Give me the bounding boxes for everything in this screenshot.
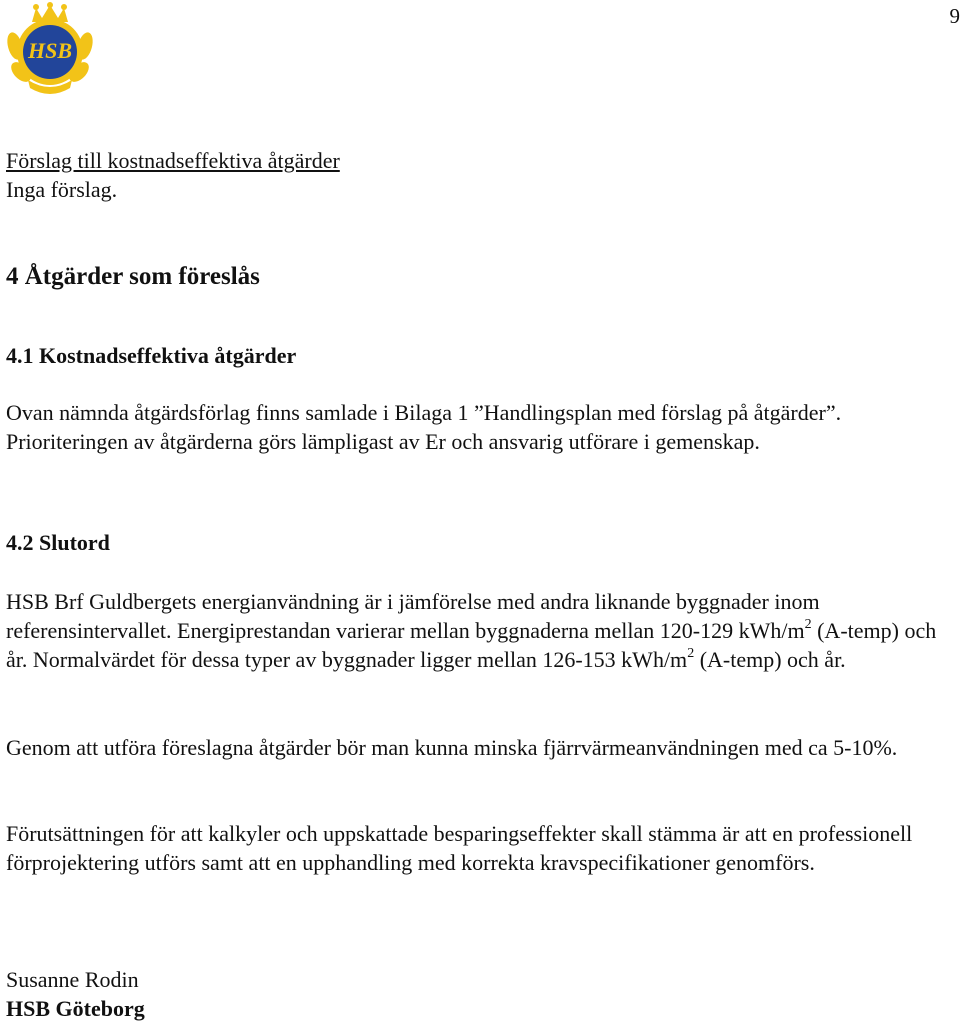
hsb-logo-icon	[4, 2, 96, 96]
section-4-2-heading: 4.2 Slutord	[6, 530, 110, 555]
intro-heading: Förslag till kostnadseffektiva åtgärder	[6, 148, 340, 173]
signature-name: Susanne Rodin	[6, 967, 139, 992]
section-4-2-paragraph-3: Förutsättningen för att kalkyler och uppskattade besparingseffekter skall stämma är att en professionell förprojektering utförs samt att en upphandling med korrekta kravspecifikationer genomförs.	[6, 821, 913, 875]
intro-text: Inga förslag.	[6, 177, 118, 202]
logo-text: HSB	[27, 38, 73, 63]
paragraph-1-part-a: HSB Brf Guldbergets energianvändning är i jämförelse med andra liknande byggnader inom referensintervallet. Energiprestandan varierar mellan byggnaderna mellan 120-129 kWh/m	[6, 589, 820, 643]
section-4-2-paragraph-1	[6, 587, 956, 674]
section-4-2-paragraph-2: Genom att utföra föreslagna åtgärder bör man kunna minska fjärrvärmeanvändningen med ca 5-10%.	[6, 735, 898, 760]
paragraph-1-part-c: (A-temp) och år.	[694, 647, 846, 672]
superscript-2: 2	[804, 616, 812, 632]
page-number: 9	[949, 4, 960, 28]
section-4-heading: 4 Åtgärder som föreslås	[6, 263, 260, 290]
section-4-1-heading: 4.1 Kostnadseffektiva åtgärder	[6, 343, 297, 368]
superscript-2: 2	[687, 645, 695, 661]
section-4-1-paragraph: Ovan nämnda åtgärdsförlag finns samlade i Bilaga 1 ”Handlingsplan med förslag på åtgärder”. Prioriteringen av åtgärderna görs lämpligast av Er och ansvarig utförare i gemenskap.	[6, 400, 842, 454]
signature-org: HSB Göteborg	[6, 996, 145, 1021]
paragraph-1-part-b: (A-temp) och år. Normalvärdet för dessa typer av byggnader ligger mellan 126-153 kWh/m	[6, 618, 937, 672]
